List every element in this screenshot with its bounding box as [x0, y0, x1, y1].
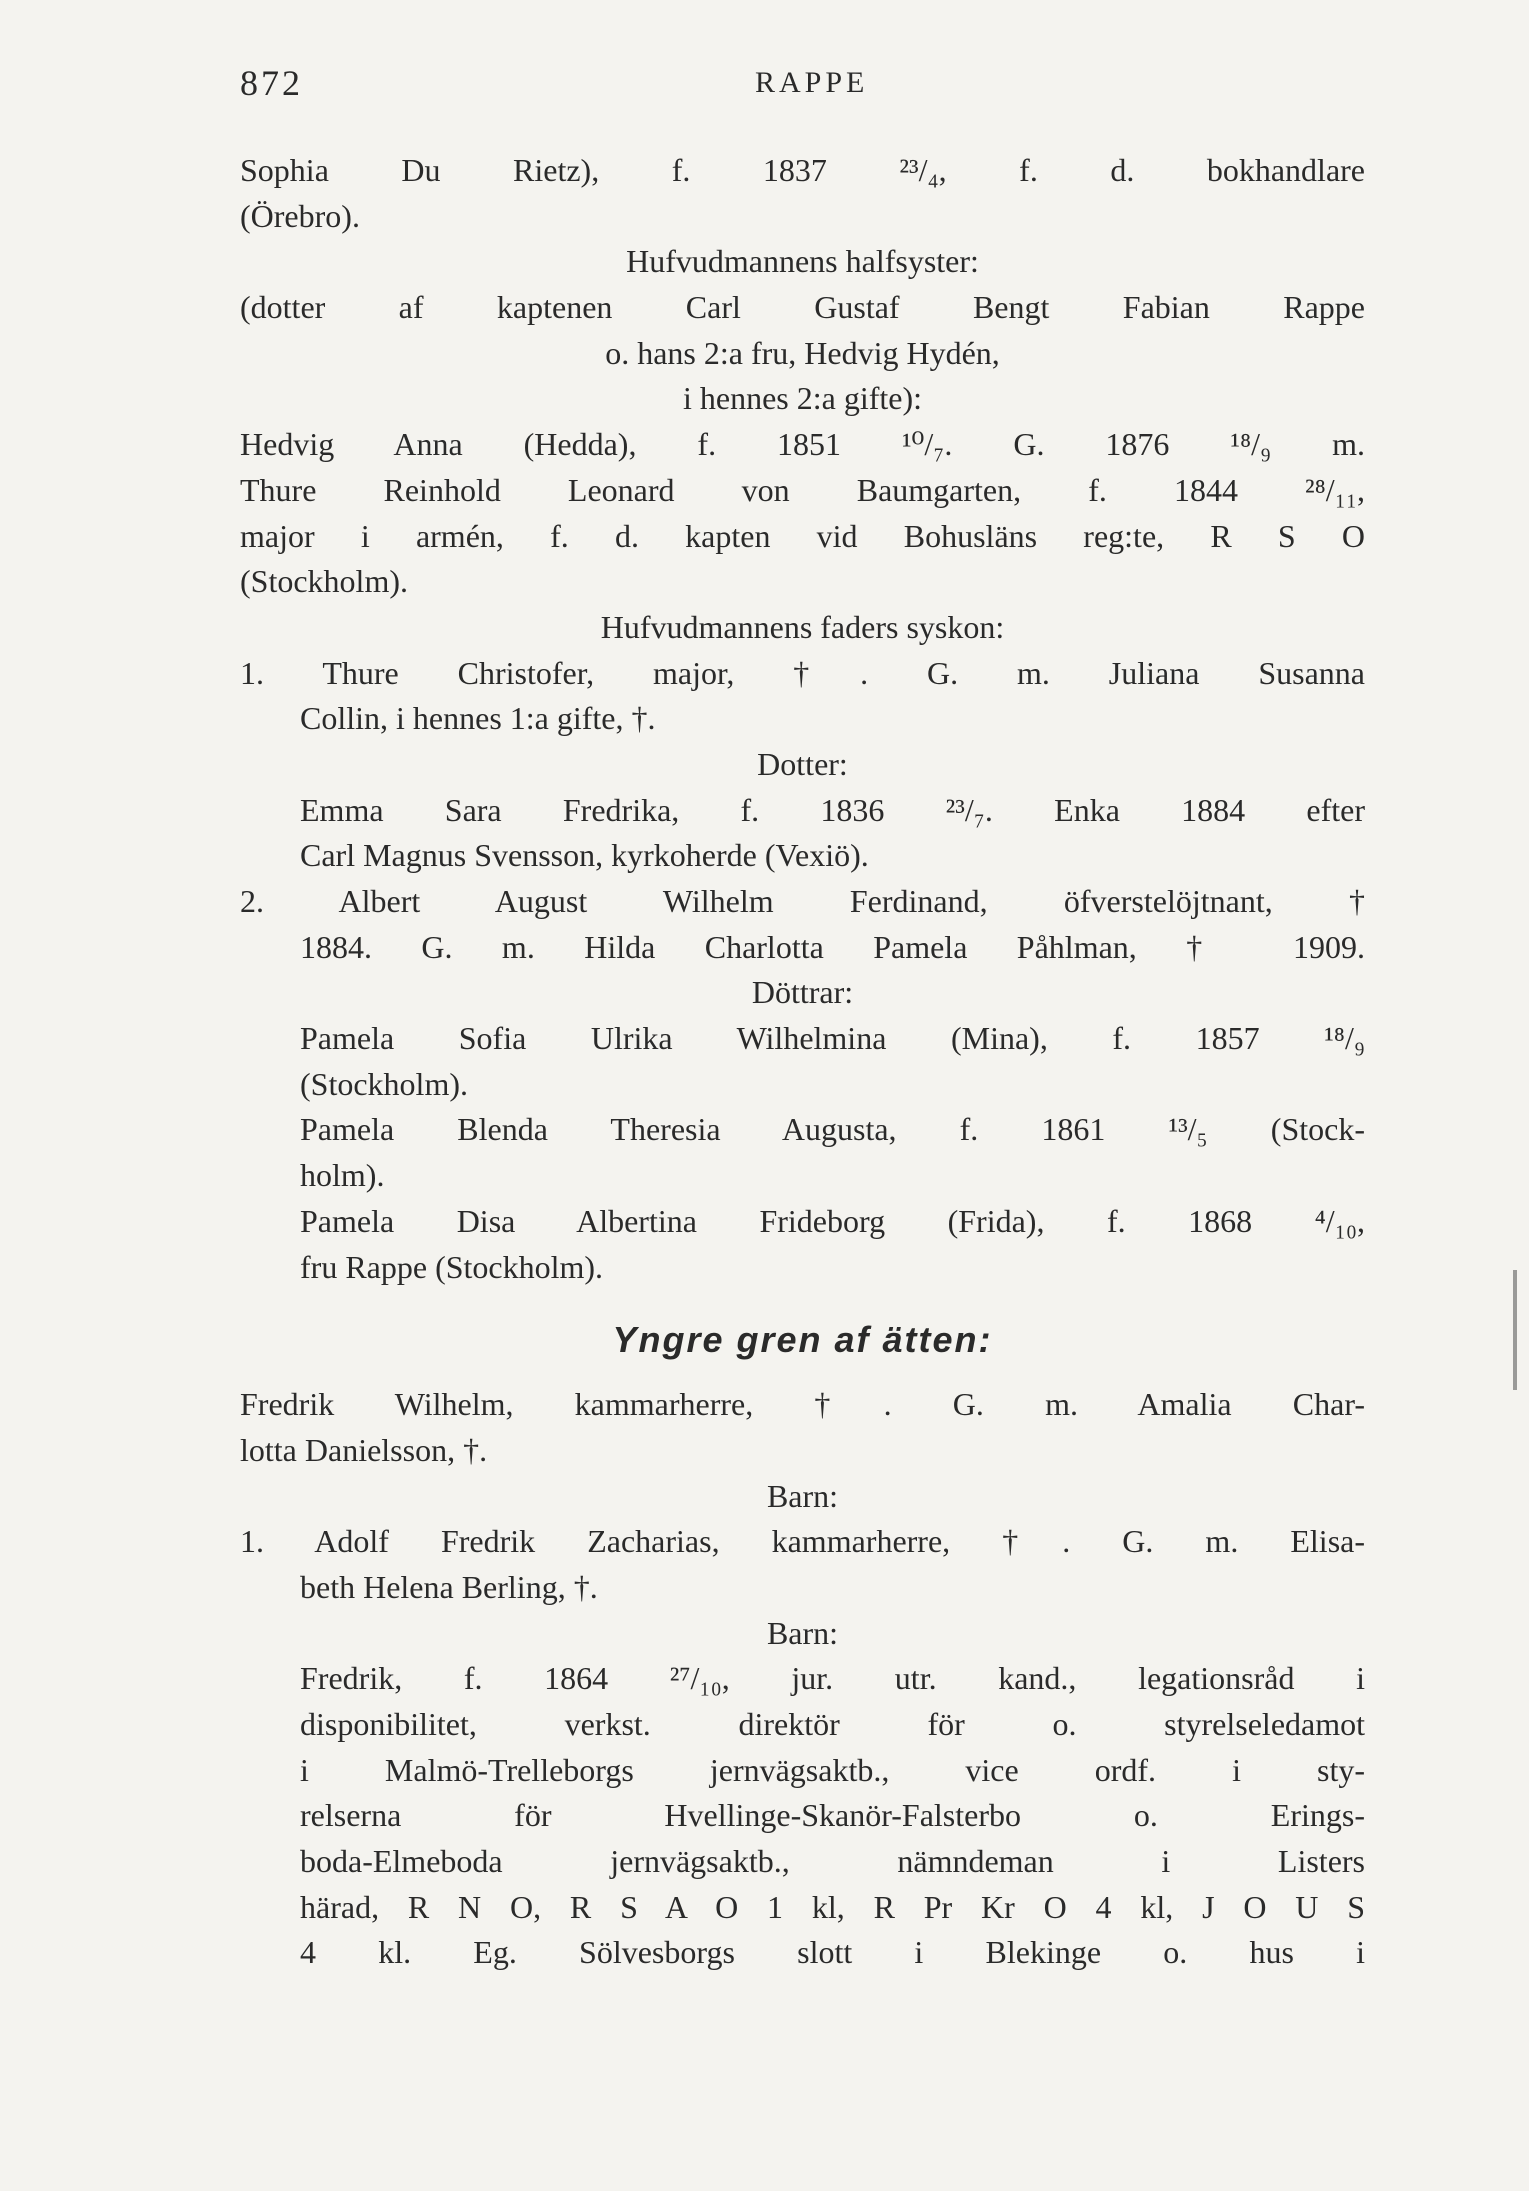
- text-line: Hufvudmannens faders syskon:: [600, 608, 1005, 645]
- text-line: 1. Thure Christofer, major, †. G. m. Juliana Susanna: [240, 654, 1365, 691]
- text-line: Döttrar:: [751, 974, 854, 1011]
- text-line: Hedvig Anna (Hedda), f. 1851 ¹⁰/₇. G. 1876 ¹⁸/₉ m.: [240, 426, 1365, 463]
- text-line: 1. Adolf Fredrik Zacharias, kammarherre, †. G. m. Elisa-: [240, 1523, 1365, 1560]
- text-line: relserna för Hvellinge-Skanör-Falsterbo o. Erings-: [300, 1797, 1365, 1834]
- text-line: Pamela Disa Albertina Frideborg (Frida), f. 1868 ⁴/₁₀,: [300, 1202, 1365, 1239]
- section-heading: Yngre gren af ätten:: [612, 1319, 993, 1361]
- text-line: lotta Danielsson, †.: [240, 1431, 488, 1468]
- text-line: (Örebro).: [240, 197, 360, 234]
- scan-edge-mark: [1513, 1270, 1517, 1390]
- text-line: i Malmö-Trelleborgs jernvägsaktb., vice ordf. i sty-: [300, 1751, 1365, 1788]
- text-line: disponibilitet, verkst. direktör för o. styrelseledamot: [300, 1706, 1365, 1742]
- text-line: Fredrik Wilhelm, kammarherre, †. G. m. Amalia Char-: [240, 1386, 1365, 1423]
- text-line: (Stockholm).: [300, 1065, 468, 1102]
- text-line: Dotter:: [757, 745, 848, 782]
- text-line: i hennes 2:a gifte):: [682, 380, 923, 417]
- text-line: Fredrik, f. 1864 ²⁷/₁₀, jur. utr. kand., legationsråd i: [300, 1660, 1365, 1697]
- text-line: Sophia Du Rietz), f. 1837 ²³/₄, f. d. bokhandlare: [240, 152, 1365, 188]
- text-line: boda-Elmeboda jernvägsaktb., nämndeman i Listers: [300, 1843, 1365, 1880]
- body-text: [240, 148, 1365, 1976]
- text-line: härad, R N O, R S A O 1 kl, R Pr Kr O 4 kl, J O U S: [300, 1888, 1365, 1925]
- text-line: Pamela Sofia Ulrika Wilhelmina (Mina), f. 1857 ¹⁸/₉: [300, 1020, 1365, 1057]
- text-line: holm).: [300, 1157, 385, 1194]
- text-line: 4 kl. Eg. Sölvesborgs slott i Blekinge o. hus i: [300, 1934, 1365, 1971]
- text-line: Barn:: [766, 1477, 839, 1514]
- text-line: 1884. G. m. Hilda Charlotta Pamela Påhlman, † 1909.: [300, 928, 1365, 965]
- text-line: Hufvudmannens halfsyster:: [626, 243, 979, 280]
- text-line: Pamela Blenda Theresia Augusta, f. 1861 ¹³/₅ (Stock-: [300, 1111, 1365, 1148]
- text-line: beth Helena Berling, †.: [300, 1568, 598, 1605]
- text-line: Collin, i hennes 1:a gifte, †.: [300, 700, 656, 737]
- text-line: 2. Albert August Wilhelm Ferdinand, öfverstelöjtnant, †: [240, 883, 1365, 919]
- text-line: fru Rappe (Stockholm).: [300, 1248, 604, 1285]
- text-line: Carl Magnus Svensson, kyrkoherde (Vexiö).: [300, 837, 869, 874]
- text-line: Emma Sara Fredrika, f. 1836 ²³/₇. Enka 1884 efter: [300, 791, 1365, 828]
- text-line: major i armén, f. d. kapten vid Bohusläns reg:te, R S O: [240, 517, 1365, 554]
- page-number: 872: [240, 63, 303, 103]
- text-line: o. hans 2:a fru, Hedvig Hydén,: [605, 334, 1000, 371]
- text-line: Barn:: [766, 1614, 839, 1651]
- text-line: (Stockholm).: [240, 563, 408, 600]
- text-line: Thure Reinhold Leonard von Baumgarten, f. 1844 ²⁸/₁₁,: [240, 471, 1365, 508]
- page-header: [240, 62, 1360, 112]
- text-line: (dotter af kaptenen Carl Gustaf Bengt Fabian Rappe: [240, 289, 1365, 326]
- running-title: RAPPE: [755, 66, 869, 99]
